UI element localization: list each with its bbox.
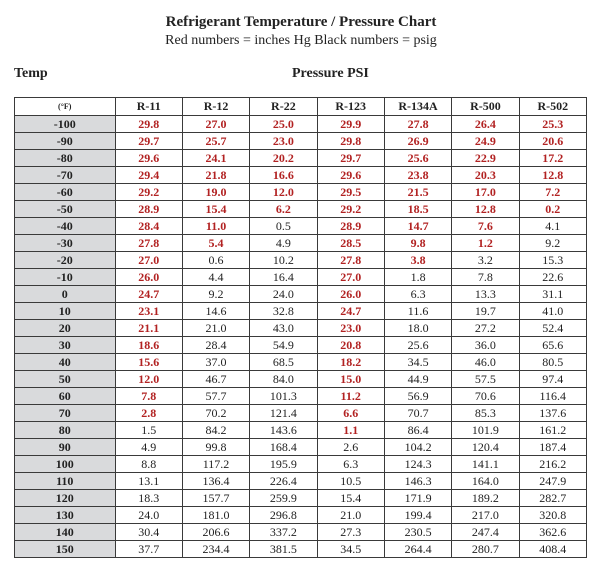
pressure-cell: 27.3: [317, 524, 384, 541]
column-header: R-22: [250, 98, 317, 116]
table-row: [15, 371, 587, 388]
vacuum-cell: 28.9: [115, 201, 182, 218]
pressure-cell: 234.4: [182, 541, 249, 558]
table-row: [15, 167, 587, 184]
table-row: [15, 269, 587, 286]
vacuum-cell: 17.2: [519, 150, 586, 167]
pressure-cell: 280.7: [452, 541, 519, 558]
pressure-cell: 1.8: [384, 269, 451, 286]
pressure-cell: 86.4: [384, 422, 451, 439]
vacuum-cell: 25.0: [250, 116, 317, 133]
vacuum-cell: 18.2: [317, 354, 384, 371]
table-row: [15, 320, 587, 337]
temp-cell: -10: [15, 269, 116, 286]
pressure-cell: 15.4: [317, 490, 384, 507]
pressure-cell: 43.0: [250, 320, 317, 337]
pressure-cell: 8.8: [115, 456, 182, 473]
temp-cell: -70: [15, 167, 116, 184]
vacuum-cell: 29.8: [317, 133, 384, 150]
pressure-cell: 116.4: [519, 388, 586, 405]
pressure-cell: 24.0: [115, 507, 182, 524]
pressure-cell: 41.0: [519, 303, 586, 320]
pressure-cell: 6.3: [317, 456, 384, 473]
pressure-cell: 80.5: [519, 354, 586, 371]
vacuum-cell: 24.9: [452, 133, 519, 150]
temp-cell: -50: [15, 201, 116, 218]
vacuum-cell: 11.0: [182, 218, 249, 235]
pressure-cell: 25.6: [384, 337, 451, 354]
vacuum-cell: 6.2: [250, 201, 317, 218]
vacuum-cell: 25.6: [384, 150, 451, 167]
vacuum-cell: 5.4: [182, 235, 249, 252]
temp-cell: 40: [15, 354, 116, 371]
vacuum-cell: 18.5: [384, 201, 451, 218]
pressure-cell: 13.3: [452, 286, 519, 303]
pressure-cell: 54.9: [250, 337, 317, 354]
vacuum-cell: 27.8: [317, 252, 384, 269]
table-row: [15, 422, 587, 439]
table-row: [15, 303, 587, 320]
pressure-cell: 14.6: [182, 303, 249, 320]
unit-header: (°F): [15, 98, 116, 116]
temp-cell: 140: [15, 524, 116, 541]
pressure-table: [14, 97, 587, 558]
vacuum-cell: 20.2: [250, 150, 317, 167]
vacuum-cell: 29.2: [115, 184, 182, 201]
table-row: [15, 252, 587, 269]
temp-cell: 100: [15, 456, 116, 473]
vacuum-cell: 7.8: [115, 388, 182, 405]
pressure-label: Pressure PSI: [292, 66, 369, 81]
vacuum-cell: 7.2: [519, 184, 586, 201]
pressure-cell: 181.0: [182, 507, 249, 524]
vacuum-cell: 27.8: [384, 116, 451, 133]
vacuum-cell: 19.0: [182, 184, 249, 201]
vacuum-cell: 26.0: [115, 269, 182, 286]
temp-cell: 30: [15, 337, 116, 354]
temp-cell: 20: [15, 320, 116, 337]
vacuum-cell: 29.7: [317, 150, 384, 167]
pressure-cell: 4.9: [250, 235, 317, 252]
pressure-cell: 10.5: [317, 473, 384, 490]
column-header: R-12: [182, 98, 249, 116]
pressure-cell: 70.7: [384, 405, 451, 422]
pressure-cell: 21.0: [317, 507, 384, 524]
temp-cell: 70: [15, 405, 116, 422]
pressure-cell: 4.1: [519, 218, 586, 235]
pressure-cell: 226.4: [250, 473, 317, 490]
pressure-cell: 282.7: [519, 490, 586, 507]
pressure-cell: 70.2: [182, 405, 249, 422]
column-header: R-11: [115, 98, 182, 116]
table-row: [15, 116, 587, 133]
chart-subtitle: Red numbers = inches Hg Black numbers = psig: [165, 33, 437, 48]
pressure-cell: 408.4: [519, 541, 586, 558]
pressure-cell: 46.7: [182, 371, 249, 388]
vacuum-cell: 21.8: [182, 167, 249, 184]
vacuum-cell: 27.0: [115, 252, 182, 269]
pressure-cell: 15.3: [519, 252, 586, 269]
pressure-cell: 161.2: [519, 422, 586, 439]
pressure-cell: 52.4: [519, 320, 586, 337]
vacuum-cell: 17.0: [452, 184, 519, 201]
vacuum-cell: 23.1: [115, 303, 182, 320]
table-body: [15, 116, 587, 558]
pressure-cell: 0.6: [182, 252, 249, 269]
table-row: [15, 133, 587, 150]
vacuum-cell: 24.7: [317, 303, 384, 320]
temp-cell: -90: [15, 133, 116, 150]
pressure-cell: 16.4: [250, 269, 317, 286]
vacuum-cell: 27.0: [317, 269, 384, 286]
table-row: [15, 388, 587, 405]
column-header: R-123: [317, 98, 384, 116]
table-row: [15, 524, 587, 541]
vacuum-cell: 21.5: [384, 184, 451, 201]
pressure-cell: 143.6: [250, 422, 317, 439]
table-row: [15, 337, 587, 354]
pressure-cell: 296.8: [250, 507, 317, 524]
vacuum-cell: 7.6: [452, 218, 519, 235]
temp-cell: 80: [15, 422, 116, 439]
temp-cell: -100: [15, 116, 116, 133]
pressure-cell: 120.4: [452, 439, 519, 456]
temp-cell: 50: [15, 371, 116, 388]
pressure-cell: 4.9: [115, 439, 182, 456]
pressure-cell: 57.5: [452, 371, 519, 388]
vacuum-cell: 3.8: [384, 252, 451, 269]
table-row: [15, 473, 587, 490]
vacuum-cell: 25.7: [182, 133, 249, 150]
vacuum-cell: 29.4: [115, 167, 182, 184]
vacuum-cell: 26.9: [384, 133, 451, 150]
pressure-cell: 2.6: [317, 439, 384, 456]
pressure-cell: 11.6: [384, 303, 451, 320]
pressure-cell: 99.8: [182, 439, 249, 456]
vacuum-cell: 29.8: [115, 116, 182, 133]
temp-cell: 0: [15, 286, 116, 303]
temp-cell: 110: [15, 473, 116, 490]
vacuum-cell: 28.9: [317, 218, 384, 235]
pressure-cell: 21.0: [182, 320, 249, 337]
vacuum-cell: 1.2: [452, 235, 519, 252]
vacuum-cell: 12.8: [452, 201, 519, 218]
pressure-cell: 44.9: [384, 371, 451, 388]
vacuum-cell: 29.9: [317, 116, 384, 133]
pressure-cell: 101.9: [452, 422, 519, 439]
table-row: [15, 201, 587, 218]
vacuum-cell: 0.2: [519, 201, 586, 218]
pressure-cell: 36.0: [452, 337, 519, 354]
pressure-cell: 164.0: [452, 473, 519, 490]
pressure-cell: 0.5: [250, 218, 317, 235]
pressure-cell: 136.4: [182, 473, 249, 490]
temp-cell: -80: [15, 150, 116, 167]
vacuum-cell: 21.1: [115, 320, 182, 337]
column-header: R-502: [519, 98, 586, 116]
pressure-cell: 85.3: [452, 405, 519, 422]
vacuum-cell: 28.4: [115, 218, 182, 235]
table-row: [15, 507, 587, 524]
pressure-cell: 1.5: [115, 422, 182, 439]
pressure-cell: 141.1: [452, 456, 519, 473]
pressure-cell: 216.2: [519, 456, 586, 473]
pressure-cell: 7.8: [452, 269, 519, 286]
temp-cell: 150: [15, 541, 116, 558]
table-row: [15, 184, 587, 201]
vacuum-cell: 23.0: [250, 133, 317, 150]
vacuum-cell: 23.0: [317, 320, 384, 337]
vacuum-cell: 6.6: [317, 405, 384, 422]
table-row: [15, 150, 587, 167]
vacuum-cell: 23.8: [384, 167, 451, 184]
temp-cell: -60: [15, 184, 116, 201]
vacuum-cell: 12.0: [250, 184, 317, 201]
column-header: R-134A: [384, 98, 451, 116]
table-row: [15, 218, 587, 235]
header-row: [15, 98, 587, 116]
pressure-cell: 101.3: [250, 388, 317, 405]
pressure-cell: 24.0: [250, 286, 317, 303]
pressure-cell: 37.7: [115, 541, 182, 558]
pressure-cell: 84.0: [250, 371, 317, 388]
chart-title: Refrigerant Temperature / Pressure Chart: [165, 14, 437, 30]
pressure-cell: 264.4: [384, 541, 451, 558]
pressure-cell: 19.7: [452, 303, 519, 320]
vacuum-cell: 26.4: [452, 116, 519, 133]
temp-cell: 130: [15, 507, 116, 524]
pressure-cell: 381.5: [250, 541, 317, 558]
vacuum-cell: 29.2: [317, 201, 384, 218]
temp-cell: 120: [15, 490, 116, 507]
pressure-cell: 195.9: [250, 456, 317, 473]
pressure-cell: 22.6: [519, 269, 586, 286]
table-row: [15, 235, 587, 252]
temp-label: Temp: [14, 66, 48, 81]
vacuum-cell: 20.6: [519, 133, 586, 150]
vacuum-cell: 9.8: [384, 235, 451, 252]
vacuum-cell: 15.6: [115, 354, 182, 371]
table-row: [15, 541, 587, 558]
table-row: [15, 405, 587, 422]
pressure-cell: 259.9: [250, 490, 317, 507]
pressure-cell: 56.9: [384, 388, 451, 405]
vacuum-cell: 28.5: [317, 235, 384, 252]
temp-cell: 90: [15, 439, 116, 456]
pressure-cell: 6.3: [384, 286, 451, 303]
pressure-cell: 28.4: [182, 337, 249, 354]
pressure-cell: 362.6: [519, 524, 586, 541]
pressure-cell: 32.8: [250, 303, 317, 320]
vacuum-cell: 20.8: [317, 337, 384, 354]
pressure-cell: 337.2: [250, 524, 317, 541]
vacuum-cell: 1.1: [317, 422, 384, 439]
vacuum-cell: 16.6: [250, 167, 317, 184]
pressure-cell: 13.1: [115, 473, 182, 490]
pressure-cell: 10.2: [250, 252, 317, 269]
pressure-cell: 46.0: [452, 354, 519, 371]
pressure-cell: 199.4: [384, 507, 451, 524]
pressure-cell: 57.7: [182, 388, 249, 405]
vacuum-cell: 14.7: [384, 218, 451, 235]
pressure-cell: 68.5: [250, 354, 317, 371]
pressure-cell: 31.1: [519, 286, 586, 303]
table-row: [15, 439, 587, 456]
pressure-cell: 187.4: [519, 439, 586, 456]
vacuum-cell: 24.7: [115, 286, 182, 303]
table-row: [15, 490, 587, 507]
vacuum-cell: 29.6: [317, 167, 384, 184]
vacuum-cell: 26.0: [317, 286, 384, 303]
vacuum-cell: 15.0: [317, 371, 384, 388]
pressure-cell: 3.2: [452, 252, 519, 269]
pressure-cell: 121.4: [250, 405, 317, 422]
vacuum-cell: 20.3: [452, 167, 519, 184]
pressure-cell: 320.8: [519, 507, 586, 524]
pressure-cell: 34.5: [317, 541, 384, 558]
temp-cell: -20: [15, 252, 116, 269]
pressure-cell: 146.3: [384, 473, 451, 490]
vacuum-cell: 22.9: [452, 150, 519, 167]
pressure-cell: 206.6: [182, 524, 249, 541]
pressure-cell: 70.6: [452, 388, 519, 405]
pressure-cell: 9.2: [182, 286, 249, 303]
pressure-cell: 27.2: [452, 320, 519, 337]
pressure-cell: 168.4: [250, 439, 317, 456]
vacuum-cell: 29.5: [317, 184, 384, 201]
pressure-cell: 157.7: [182, 490, 249, 507]
temp-cell: -40: [15, 218, 116, 235]
pressure-cell: 230.5: [384, 524, 451, 541]
pressure-cell: 30.4: [115, 524, 182, 541]
pressure-cell: 18.0: [384, 320, 451, 337]
pressure-cell: 247.4: [452, 524, 519, 541]
pressure-cell: 117.2: [182, 456, 249, 473]
pressure-cell: 9.2: [519, 235, 586, 252]
temp-cell: 10: [15, 303, 116, 320]
vacuum-cell: 12.0: [115, 371, 182, 388]
pressure-cell: 247.9: [519, 473, 586, 490]
vacuum-cell: 12.8: [519, 167, 586, 184]
vacuum-cell: 29.7: [115, 133, 182, 150]
pressure-cell: 65.6: [519, 337, 586, 354]
table-row: [15, 286, 587, 303]
vacuum-cell: 18.6: [115, 337, 182, 354]
temp-cell: 60: [15, 388, 116, 405]
pressure-cell: 124.3: [384, 456, 451, 473]
vacuum-cell: 11.2: [317, 388, 384, 405]
vacuum-cell: 29.6: [115, 150, 182, 167]
column-header: R-500: [452, 98, 519, 116]
pressure-cell: 171.9: [384, 490, 451, 507]
vacuum-cell: 27.8: [115, 235, 182, 252]
pressure-cell: 217.0: [452, 507, 519, 524]
vacuum-cell: 15.4: [182, 201, 249, 218]
vacuum-cell: 24.1: [182, 150, 249, 167]
vacuum-cell: 27.0: [182, 116, 249, 133]
table-row: [15, 456, 587, 473]
pressure-cell: 84.2: [182, 422, 249, 439]
table-row: [15, 354, 587, 371]
pressure-cell: 189.2: [452, 490, 519, 507]
temp-cell: -30: [15, 235, 116, 252]
pressure-cell: 104.2: [384, 439, 451, 456]
vacuum-cell: 25.3: [519, 116, 586, 133]
pressure-cell: 137.6: [519, 405, 586, 422]
pressure-cell: 18.3: [115, 490, 182, 507]
pressure-cell: 37.0: [182, 354, 249, 371]
vacuum-cell: 2.8: [115, 405, 182, 422]
pressure-cell: 4.4: [182, 269, 249, 286]
pressure-cell: 34.5: [384, 354, 451, 371]
pressure-cell: 97.4: [519, 371, 586, 388]
